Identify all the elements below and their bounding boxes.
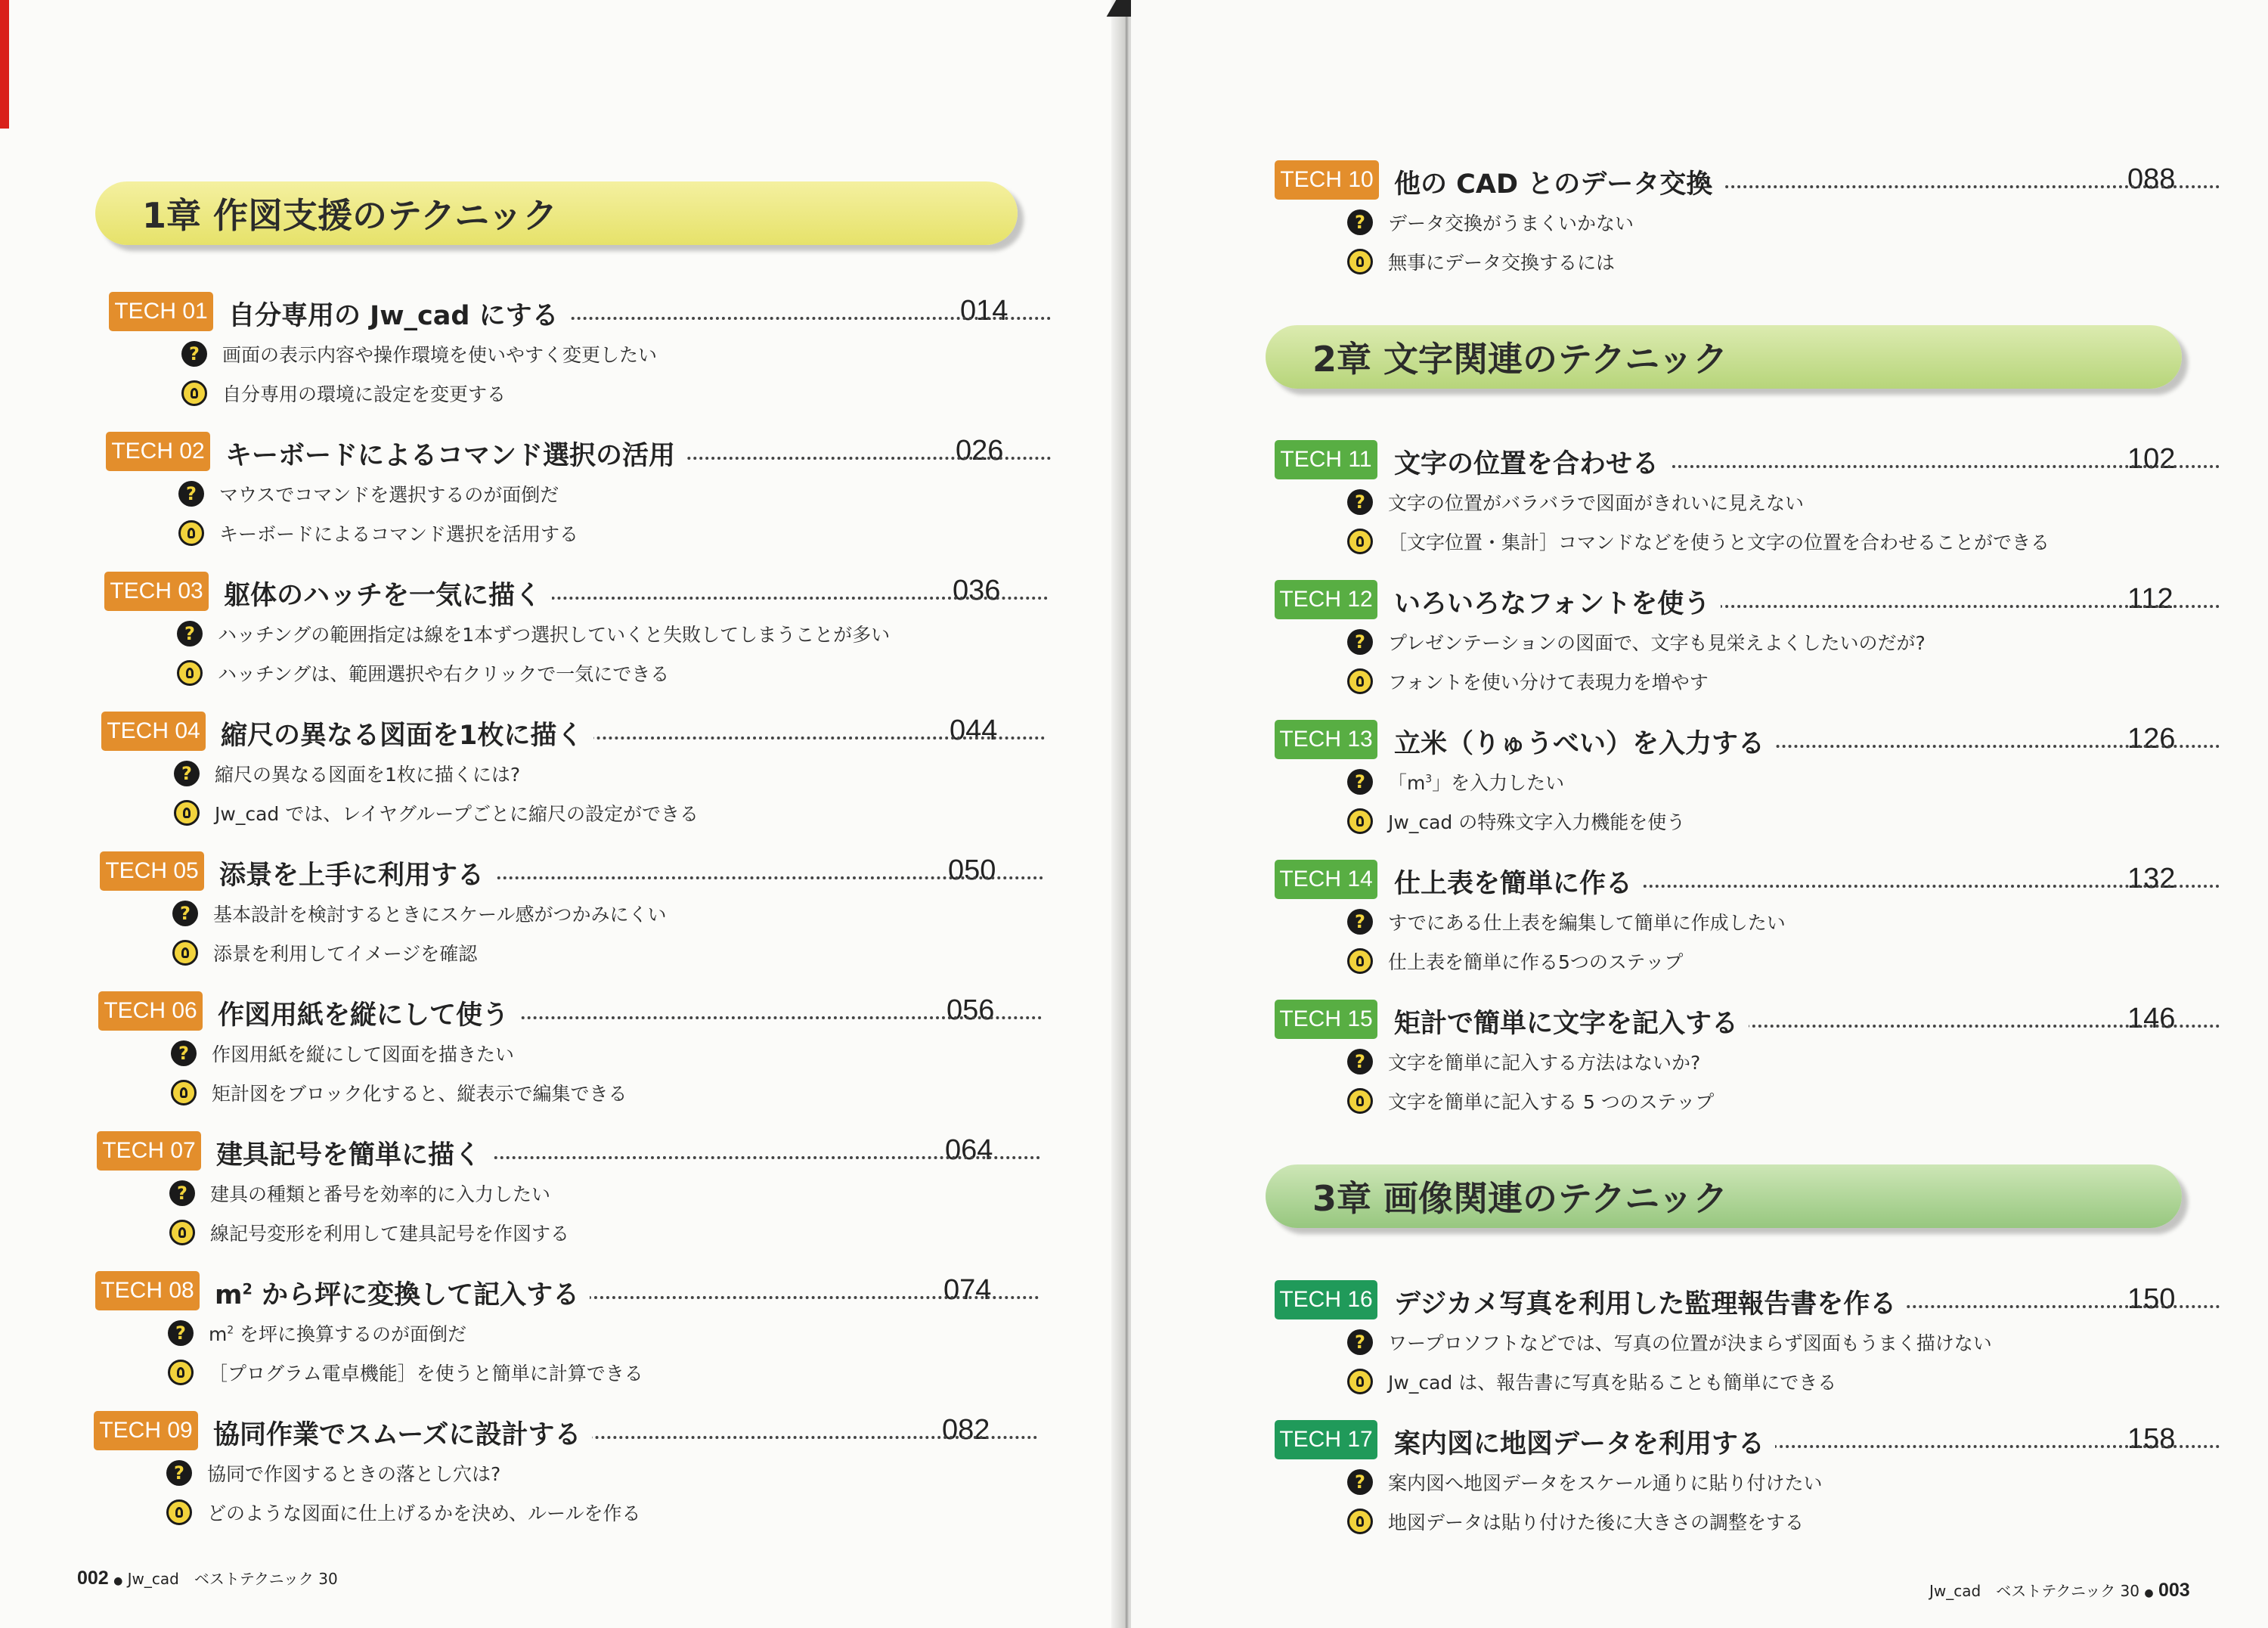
item-title: 矩計で簡単に文字を記入する bbox=[1394, 1003, 1749, 1040]
question-m: m bbox=[209, 1323, 228, 1345]
toc-item[interactable] bbox=[101, 712, 1009, 833]
page-number: 150 bbox=[2127, 1283, 2176, 1315]
answer-text: 仕上表を簡単に作る5つのステップ bbox=[1388, 951, 1684, 973]
lightbulb-icon bbox=[169, 1220, 195, 1245]
lightbulb-icon bbox=[1347, 1088, 1373, 1114]
red-edge-mark bbox=[0, 0, 9, 129]
page-number: 158 bbox=[2127, 1423, 2176, 1455]
page-number: 088 bbox=[2127, 163, 2176, 195]
leader-dots bbox=[1698, 745, 2220, 748]
answer-text: ［文字位置・集計］コマンドなどを使うと文字の位置を合わせることができる bbox=[1388, 532, 2050, 554]
item-title: 案内図に地図データを利用する bbox=[1394, 1423, 1775, 1461]
leader-dots bbox=[1743, 1445, 2220, 1448]
question-icon: ? bbox=[1347, 209, 1373, 235]
title-m: m bbox=[215, 1280, 243, 1310]
footer-bullet: ● bbox=[2144, 1587, 2154, 1599]
answer-text: Jw_cad は、報告書に写真を貼ることも簡単にできる bbox=[1388, 1372, 1837, 1394]
answer-text: フォントを使い分けて表現力を増やす bbox=[1388, 671, 1709, 693]
lightbulb-icon bbox=[168, 1360, 194, 1385]
lightbulb-icon bbox=[171, 1080, 197, 1105]
question-icon: ? bbox=[1347, 1049, 1373, 1074]
lightbulb-icon bbox=[1347, 529, 1373, 554]
page-number: 044 bbox=[950, 715, 998, 746]
question-icon: ? bbox=[174, 761, 200, 786]
question-icon: ? bbox=[1347, 629, 1373, 655]
leader-dots bbox=[1630, 465, 2220, 468]
tech-badge: TECH 07 bbox=[97, 1131, 201, 1171]
page-number: 126 bbox=[2127, 723, 2176, 755]
item-title: いろいろなフォントを使う bbox=[1394, 583, 1721, 621]
answer-text: 地図データは貼り付けた後に大きさの調整をする bbox=[1388, 1512, 1805, 1533]
title-superscript: 2 bbox=[242, 1280, 253, 1298]
toc-item[interactable] bbox=[1275, 1280, 2182, 1401]
answer-text: 添景を利用してイメージを確認 bbox=[213, 943, 478, 965]
leader-dots bbox=[452, 1156, 1040, 1159]
toc-item[interactable] bbox=[100, 851, 1007, 972]
tech-badge: TECH 17 bbox=[1275, 1420, 1377, 1459]
question-text: 縮尺の異なる図面を1枚に描くには? bbox=[215, 764, 521, 786]
question-text: 文字の位置がバラバラで図面がきれいに見えない bbox=[1388, 492, 1805, 514]
lightbulb-icon bbox=[1347, 249, 1373, 274]
item-title: 躯体のハッチを一気に描く bbox=[224, 575, 552, 612]
question-icon: ? bbox=[178, 481, 204, 507]
lightbulb-icon bbox=[166, 1499, 192, 1525]
chapter-2-title: 2章 文字関連のテクニック bbox=[1312, 339, 1728, 380]
question-superscript: 2 bbox=[227, 1324, 234, 1337]
toc-item[interactable] bbox=[95, 1271, 1002, 1392]
page-number: 036 bbox=[953, 575, 1001, 606]
question-icon: ? bbox=[181, 341, 207, 367]
question-icon: ? bbox=[1347, 1329, 1373, 1355]
footer-book-title: Jw_cad ベストテクニック 30 bbox=[1929, 1582, 2140, 1600]
tech-badge: TECH 10 bbox=[1275, 160, 1379, 200]
answer-text: 文字を簡単に記入する 5 つのステップ bbox=[1388, 1091, 1715, 1113]
tech-badge: TECH 01 bbox=[109, 292, 213, 331]
question-icon: ? bbox=[1347, 909, 1373, 935]
question-icon: ? bbox=[168, 1320, 194, 1346]
page-number: 112 bbox=[2127, 583, 2174, 615]
page-number: 056 bbox=[947, 994, 995, 1026]
chapter-3-banner bbox=[1266, 1164, 2182, 1228]
tech-badge: TECH 03 bbox=[104, 572, 209, 611]
page-number: 074 bbox=[943, 1274, 992, 1306]
answer-text: Jw_cad の特殊文字入力機能を使う bbox=[1388, 811, 1686, 833]
question-superscript: 3 bbox=[1425, 773, 1433, 786]
question-text: データ交換がうまくいかない bbox=[1388, 212, 1634, 234]
question-text: ワープロソフトなどでは、写真の位置が決まらず図面もうまく描けない bbox=[1388, 1332, 1992, 1354]
tech-badge: TECH 05 bbox=[100, 851, 204, 891]
lightbulb-icon bbox=[177, 660, 203, 686]
question-icon: ? bbox=[172, 901, 198, 926]
lightbulb-icon bbox=[1347, 1369, 1373, 1394]
item-title bbox=[215, 1274, 590, 1312]
tech-badge: TECH 16 bbox=[1275, 1280, 1377, 1319]
lightbulb-icon bbox=[174, 800, 200, 826]
leader-dots bbox=[1683, 605, 2220, 608]
question-text: 協同で作図するときの落とし穴は? bbox=[207, 1463, 501, 1485]
lightbulb-icon bbox=[178, 520, 204, 546]
toc-item[interactable] bbox=[1275, 860, 2182, 981]
leader-dots bbox=[491, 1016, 1042, 1019]
leader-dots bbox=[555, 736, 1045, 740]
lightbulb-icon bbox=[1347, 948, 1373, 974]
question-text: プレゼンテーションの図面で、文字も見栄えよくしたいのだが? bbox=[1388, 632, 1926, 654]
page-number: 082 bbox=[942, 1414, 990, 1446]
question-text: 建具の種類と番号を効率的に入力したい bbox=[210, 1183, 551, 1205]
toc-item[interactable] bbox=[104, 572, 1012, 693]
chapter-1-banner bbox=[95, 181, 1018, 245]
question-icon: ? bbox=[1347, 769, 1373, 795]
toc-item[interactable] bbox=[1275, 720, 2182, 841]
toc-item[interactable] bbox=[98, 991, 1005, 1112]
tech-badge: TECH 14 bbox=[1275, 860, 1377, 899]
leader-dots bbox=[1728, 1025, 2220, 1028]
footer-page-number: 002 bbox=[77, 1568, 109, 1589]
tech-badge: TECH 08 bbox=[95, 1271, 200, 1310]
answer-text: 矩計図をブロック化すると、縦表示で編集できる bbox=[212, 1083, 627, 1105]
page-number: 102 bbox=[2127, 443, 2176, 475]
item-title: 縮尺の異なる図面を1枚に描く bbox=[221, 715, 593, 752]
footer-bullet: ● bbox=[113, 1575, 123, 1587]
item-title: 添景を上手に利用する bbox=[219, 854, 494, 892]
question-icon: ? bbox=[1347, 1469, 1373, 1495]
question-text bbox=[209, 1319, 466, 1347]
leader-dots bbox=[564, 1296, 1039, 1299]
page-number: 050 bbox=[948, 854, 996, 886]
toc-item[interactable] bbox=[1275, 160, 2182, 281]
footer-page-number: 003 bbox=[2158, 1580, 2190, 1601]
question-icon: ? bbox=[171, 1040, 197, 1066]
toc-item[interactable] bbox=[109, 292, 1016, 413]
footer-book-title: Jw_cad ベストテクニック 30 bbox=[127, 1570, 338, 1588]
answer-text: Jw_cad では、レイヤグループごとに縮尺の設定ができる bbox=[215, 803, 699, 825]
page-number: 026 bbox=[956, 435, 1004, 467]
item-title: 立米（りゅうべい）を入力する bbox=[1394, 723, 1775, 761]
toc-item[interactable] bbox=[1275, 1000, 2182, 1121]
leader-dots bbox=[547, 1436, 1037, 1439]
left-page bbox=[0, 0, 1120, 1628]
leader-dots bbox=[497, 597, 1048, 600]
question-text: 基本設計を検討するときにスケール感がつかみにくい bbox=[213, 904, 667, 926]
right-footer bbox=[1929, 1579, 2190, 1602]
item-title: キーボードによるコマンド選択の活用 bbox=[225, 435, 686, 473]
leader-dots bbox=[455, 876, 1043, 879]
lightbulb-icon bbox=[181, 380, 207, 406]
item-title: 文字の位置を合わせる bbox=[1394, 443, 1669, 481]
question-text: 作図用紙を縦にして図面を描きたい bbox=[212, 1043, 515, 1065]
toc-item[interactable] bbox=[1275, 440, 2182, 561]
chapter-2-banner bbox=[1266, 325, 2182, 389]
lightbulb-icon bbox=[1347, 1509, 1373, 1534]
page-number: 132 bbox=[2127, 863, 2176, 895]
page-number: 064 bbox=[945, 1134, 993, 1166]
item-title: 他の CAD とのデータ交換 bbox=[1394, 163, 1723, 201]
leader-dots bbox=[1683, 185, 2220, 188]
question-text: すでにある仕上表を編集して簡単に作成したい bbox=[1388, 912, 1786, 934]
tech-badge: TECH 06 bbox=[98, 991, 203, 1031]
left-footer bbox=[77, 1567, 338, 1589]
answer-text: キーボードによるコマンド選択を活用する bbox=[219, 523, 579, 545]
answer-text: 自分専用の環境に設定を変更する bbox=[222, 383, 507, 405]
toc-item[interactable] bbox=[97, 1131, 1004, 1252]
item-title: 建具記号を簡単に描く bbox=[216, 1134, 491, 1172]
question-m: 「m bbox=[1388, 772, 1426, 794]
item-title: デジカメ写真を利用した監理報告書を作る bbox=[1394, 1283, 1907, 1321]
question-rest: を坪に換算するのが面倒だ bbox=[234, 1323, 467, 1345]
answer-text: ［プログラム電卓機能］を使うと簡単に計算できる bbox=[209, 1363, 643, 1385]
item-title: 協同作業でスムーズに設計する bbox=[213, 1414, 592, 1452]
title-rest: から坪に変換して記入する bbox=[252, 1280, 580, 1310]
toc-item[interactable] bbox=[1275, 1420, 2182, 1541]
tech-badge: TECH 11 bbox=[1275, 440, 1377, 479]
page-number: 146 bbox=[2127, 1003, 2176, 1034]
question-text: ハッチングの範囲指定は線を1本ずつ選択していくと失敗してしまうことが多い bbox=[218, 624, 891, 646]
question-icon: ? bbox=[169, 1180, 195, 1206]
chapter-3-title: 3章 画像関連のテクニック bbox=[1312, 1178, 1728, 1219]
lightbulb-icon bbox=[1347, 808, 1373, 834]
answer-text: 無事にデータ交換するには bbox=[1388, 252, 1616, 274]
toc-item[interactable] bbox=[94, 1411, 1001, 1532]
lightbulb-icon bbox=[1347, 668, 1373, 694]
leader-dots bbox=[1607, 885, 2220, 888]
page-number: 014 bbox=[960, 295, 1009, 327]
item-title: 自分専用の Jw_cad にする bbox=[228, 295, 569, 333]
tech-badge: TECH 13 bbox=[1275, 720, 1377, 759]
question-rest: 」を入力したい bbox=[1432, 772, 1565, 794]
question-text: 案内図へ地図データをスケール通りに貼り付けたい bbox=[1388, 1472, 1823, 1494]
right-page bbox=[1131, 0, 2268, 1628]
question-text: 画面の表示内容や操作環境を使いやすく変更したい bbox=[222, 344, 658, 366]
question-icon: ? bbox=[166, 1460, 192, 1486]
tech-badge: TECH 12 bbox=[1275, 580, 1377, 619]
answer-text: 線記号変形を利用して建具記号を作図する bbox=[210, 1223, 570, 1245]
item-title: 仕上表を簡単に作る bbox=[1394, 863, 1643, 901]
chapter-1-title: 1章 作図支援のテクニック bbox=[142, 195, 558, 236]
question-text: 文字を簡単に記入する方法はないか? bbox=[1388, 1052, 1701, 1074]
toc-item[interactable] bbox=[106, 432, 1013, 553]
tech-badge: TECH 15 bbox=[1275, 1000, 1377, 1039]
question-text bbox=[1388, 768, 1564, 795]
answer-text: どのような図面に仕上げるかを決め、ルールを作る bbox=[207, 1502, 641, 1524]
leader-dots bbox=[627, 457, 1051, 460]
tech-badge: TECH 04 bbox=[101, 712, 206, 751]
leader-dots bbox=[517, 317, 1051, 320]
question-icon: ? bbox=[1347, 489, 1373, 515]
item-title: 作図用紙を縦にして使う bbox=[218, 994, 519, 1032]
question-text: マウスでコマンドを選択するのが面倒だ bbox=[219, 484, 559, 506]
tech-badge: TECH 09 bbox=[94, 1411, 198, 1450]
answer-text: ハッチングは、範囲選択や右クリックで一気にできる bbox=[218, 663, 670, 685]
toc-item[interactable] bbox=[1275, 580, 2182, 701]
lightbulb-icon bbox=[172, 940, 198, 966]
question-icon: ? bbox=[177, 621, 203, 647]
tech-badge: TECH 02 bbox=[106, 432, 210, 471]
